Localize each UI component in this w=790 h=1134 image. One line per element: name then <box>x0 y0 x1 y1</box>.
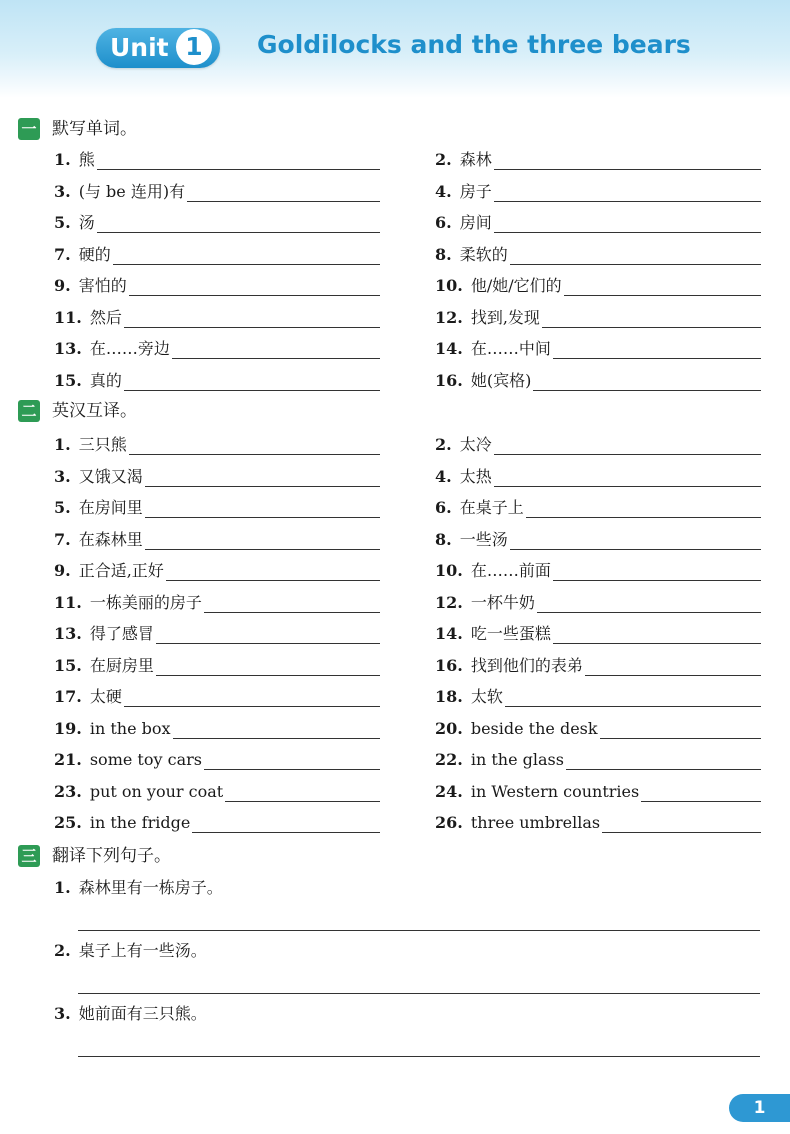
answer-blank[interactable] <box>145 497 380 518</box>
item-prompt: some toy cars <box>89 750 202 769</box>
item-number: 2. <box>435 435 452 454</box>
page-number: 1 <box>729 1094 790 1122</box>
exercise-item <box>54 715 380 739</box>
exercise-item <box>435 272 761 296</box>
exercise-item <box>435 778 761 802</box>
item-number: 4. <box>435 181 452 201</box>
item-prompt: 房间 <box>459 213 492 232</box>
sentence-item <box>54 939 760 994</box>
item-number: 3. <box>54 1004 71 1023</box>
exercise-item <box>435 463 761 487</box>
answer-blank[interactable] <box>537 592 761 613</box>
answer-blank[interactable] <box>542 307 761 328</box>
item-prompt: (与 be 连用)有 <box>78 181 186 201</box>
exercise-item <box>54 335 380 359</box>
answer-blank[interactable] <box>129 275 380 296</box>
item-number: 2. <box>435 150 452 169</box>
item-number: 9. <box>54 276 71 295</box>
answer-blank[interactable] <box>494 149 761 170</box>
exercise-item <box>54 209 380 233</box>
answer-blank[interactable] <box>97 212 380 233</box>
answer-line[interactable] <box>78 930 760 931</box>
item-prompt: 房子 <box>459 181 492 201</box>
answer-blank[interactable] <box>602 812 761 833</box>
item-prompt: in Western countries <box>470 781 640 801</box>
exercise-item <box>54 178 380 202</box>
item-number: 5. <box>54 498 71 517</box>
exercise-item <box>54 778 380 802</box>
item-prompt: 太冷 <box>459 435 492 454</box>
answer-blank[interactable] <box>553 338 761 359</box>
sentence-prompt-row <box>54 876 760 898</box>
item-prompt: 害怕的 <box>78 276 127 295</box>
item-number: 22. <box>435 750 463 769</box>
exercise-item <box>435 209 761 233</box>
item-prompt: 他/她/它们的 <box>470 276 562 295</box>
exercise-item <box>54 746 380 770</box>
unit-number: 1 <box>176 29 212 65</box>
item-number: 21. <box>54 750 82 769</box>
item-number: 25. <box>54 813 82 832</box>
exercise-item <box>435 178 761 202</box>
exercise-item <box>435 557 761 581</box>
answer-blank[interactable] <box>225 781 380 802</box>
answer-blank[interactable] <box>494 434 761 455</box>
item-prompt: 又饿又渴 <box>78 466 143 486</box>
section-title: 英汉互译。 <box>52 401 137 421</box>
exercise-item <box>435 589 761 613</box>
item-prompt: in the fridge <box>89 813 191 832</box>
answer-blank[interactable] <box>124 686 380 707</box>
item-prompt: 汤 <box>78 213 95 232</box>
answer-blank[interactable] <box>533 370 761 391</box>
item-number: 1. <box>54 150 71 169</box>
item-prompt: 硬的 <box>78 244 111 264</box>
sentence-text: 她前面有三只熊。 <box>78 1004 207 1023</box>
item-number: 10. <box>435 561 463 580</box>
answer-blank[interactable] <box>641 781 761 802</box>
item-prompt: 在森林里 <box>78 529 143 549</box>
item-prompt: 柔软的 <box>459 244 508 264</box>
answer-blank[interactable] <box>172 338 380 359</box>
item-number: 13. <box>54 339 82 358</box>
item-prompt: 真的 <box>89 370 122 390</box>
exercise-item <box>435 620 761 644</box>
exercise-item <box>435 146 761 170</box>
item-number: 2. <box>54 941 71 960</box>
item-prompt: beside the desk <box>470 718 598 738</box>
exercise-item <box>435 715 761 739</box>
answer-blank[interactable] <box>192 812 380 833</box>
item-prompt: 吃一些蛋糕 <box>470 624 551 643</box>
answer-blank[interactable] <box>173 718 380 739</box>
item-number: 12. <box>435 307 463 327</box>
item-number: 4. <box>435 466 452 486</box>
answer-blank[interactable] <box>156 623 380 644</box>
exercise-item <box>54 463 380 487</box>
unit-header <box>0 0 790 98</box>
exercise-item <box>54 652 380 676</box>
item-prompt: 正合适,正好 <box>78 561 164 580</box>
answer-blank[interactable] <box>129 434 380 455</box>
item-number: 9. <box>54 561 71 580</box>
item-number: 11. <box>54 592 82 612</box>
sentence-item <box>54 876 760 931</box>
exercise-item <box>435 367 761 391</box>
exercise-item <box>54 809 380 833</box>
item-prompt: 在……旁边 <box>89 339 170 358</box>
sentence-text: 桌子上有一些汤。 <box>78 941 207 960</box>
exercise-item <box>435 494 761 518</box>
item-number: 15. <box>54 655 82 675</box>
item-number: 7. <box>54 244 71 264</box>
item-prompt: 在房间里 <box>78 498 143 517</box>
exercise-item <box>435 746 761 770</box>
exercise-item <box>54 241 380 265</box>
item-number: 1. <box>54 878 71 897</box>
answer-line[interactable] <box>78 993 760 994</box>
exercise-item <box>435 304 761 328</box>
exercise-item <box>54 272 380 296</box>
item-prompt: 找到,发现 <box>470 307 540 327</box>
item-number: 10. <box>435 276 463 295</box>
item-prompt: 找到他们的表弟 <box>470 655 583 675</box>
item-prompt: three umbrellas <box>470 813 601 832</box>
item-number: 1. <box>54 435 71 454</box>
item-number: 23. <box>54 781 82 801</box>
item-number: 12. <box>435 592 463 612</box>
item-prompt: 太软 <box>470 687 503 706</box>
exercise-item <box>54 526 380 550</box>
exercise-item <box>435 526 761 550</box>
answer-blank[interactable] <box>124 307 380 328</box>
sentence-item <box>54 1002 760 1057</box>
answer-blank[interactable] <box>204 749 380 770</box>
section-title: 默写单词。 <box>52 119 137 139</box>
answer-blank[interactable] <box>566 749 761 770</box>
item-number: 16. <box>435 655 463 675</box>
item-prompt: 太硬 <box>89 687 122 706</box>
item-number: 24. <box>435 781 463 801</box>
item-prompt: put on your coat <box>89 781 224 801</box>
exercise-item <box>54 494 380 518</box>
item-prompt: 一栋美丽的房子 <box>89 592 202 612</box>
item-number: 11. <box>54 307 82 327</box>
item-prompt: 太热 <box>459 466 492 486</box>
answer-blank[interactable] <box>585 655 761 676</box>
answer-blank[interactable] <box>494 212 761 233</box>
section-title: 翻译下列句子。 <box>52 846 171 866</box>
exercise-item <box>54 620 380 644</box>
item-prompt: 森林 <box>459 150 492 169</box>
exercise-item <box>54 589 380 613</box>
item-number: 26. <box>435 813 463 832</box>
answer-blank[interactable] <box>564 275 761 296</box>
answer-blank[interactable] <box>553 623 761 644</box>
exercise-item <box>54 304 380 328</box>
answer-blank[interactable] <box>494 181 761 202</box>
item-number: 19. <box>54 718 82 738</box>
item-number: 17. <box>54 687 82 706</box>
item-number: 5. <box>54 213 71 232</box>
item-prompt: 熊 <box>78 150 95 169</box>
item-number: 13. <box>54 624 82 643</box>
exercise-item <box>54 431 380 455</box>
item-prompt: 在厨房里 <box>89 655 154 675</box>
item-prompt: 在桌子上 <box>459 498 524 517</box>
answer-blank[interactable] <box>166 560 380 581</box>
answer-blank[interactable] <box>156 655 380 676</box>
item-number: 8. <box>435 529 452 549</box>
answer-blank[interactable] <box>553 560 761 581</box>
section-badge: 二 <box>18 400 40 422</box>
exercise-item <box>54 557 380 581</box>
item-number: 15. <box>54 370 82 390</box>
item-number: 8. <box>435 244 452 264</box>
item-number: 14. <box>435 624 463 643</box>
item-prompt: 一杯牛奶 <box>470 592 535 612</box>
sentence-prompt-row <box>54 939 760 961</box>
exercise-item <box>54 146 380 170</box>
item-prompt: 一些汤 <box>459 529 508 549</box>
answer-blank[interactable] <box>505 686 761 707</box>
answer-blank[interactable] <box>97 149 380 170</box>
exercise-item <box>435 431 761 455</box>
answer-blank[interactable] <box>113 244 380 265</box>
item-prompt: in the glass <box>470 750 564 769</box>
item-prompt: 在……前面 <box>470 561 551 580</box>
item-number: 6. <box>435 213 452 232</box>
item-prompt: 得了感冒 <box>89 624 154 643</box>
item-number: 3. <box>54 181 71 201</box>
unit-title: Goldilocks and the three bears <box>257 30 691 59</box>
exercise-item <box>54 683 380 707</box>
item-prompt: 然后 <box>89 307 122 327</box>
item-number: 6. <box>435 498 452 517</box>
exercise-item <box>435 241 761 265</box>
answer-blank[interactable] <box>600 718 761 739</box>
item-number: 20. <box>435 718 463 738</box>
item-number: 3. <box>54 466 71 486</box>
section-badge: 一 <box>18 118 40 140</box>
item-number: 7. <box>54 529 71 549</box>
exercise-item <box>54 367 380 391</box>
item-prompt: 三只熊 <box>78 435 127 454</box>
item-number: 18. <box>435 687 463 706</box>
exercise-item <box>435 652 761 676</box>
exercise-item <box>435 335 761 359</box>
sentence-prompt-row <box>54 1002 760 1024</box>
answer-blank[interactable] <box>510 529 761 550</box>
answer-blank[interactable] <box>124 370 380 391</box>
section-badge: 三 <box>18 845 40 867</box>
unit-label: Unit <box>110 33 169 62</box>
answer-blank[interactable] <box>145 529 380 550</box>
unit-badge <box>96 28 220 68</box>
exercise-item <box>435 809 761 833</box>
answer-blank[interactable] <box>494 466 761 487</box>
item-prompt: 她(宾格) <box>470 370 532 390</box>
item-number: 16. <box>435 370 463 390</box>
item-prompt: in the box <box>89 718 171 738</box>
exercise-item <box>435 683 761 707</box>
answer-blank[interactable] <box>204 592 380 613</box>
answer-blank[interactable] <box>526 497 761 518</box>
answer-blank[interactable] <box>187 181 380 202</box>
item-number: 14. <box>435 339 463 358</box>
item-prompt: 在……中间 <box>470 339 551 358</box>
answer-line[interactable] <box>78 1056 760 1057</box>
answer-blank[interactable] <box>145 466 380 487</box>
sentence-text: 森林里有一栋房子。 <box>78 878 223 897</box>
answer-blank[interactable] <box>510 244 761 265</box>
